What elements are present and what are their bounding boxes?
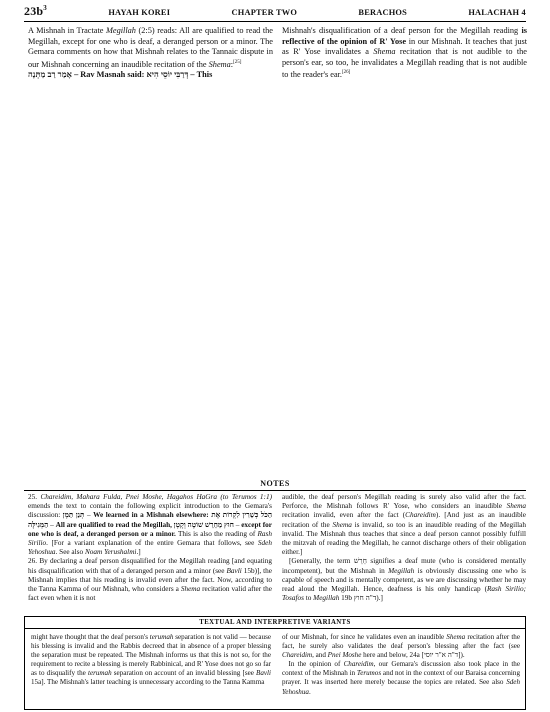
notes-left-column xyxy=(28,493,272,603)
variants-box xyxy=(24,616,526,710)
chapter-number: CHAPTER TWO xyxy=(231,8,298,17)
note-26-bracket: [Generally, the term חֵרֵשׁ signifies a deaf mute (who is considered mentally incompetent), but the Mishnah in Megillah is obviously discussing one who is capable of speech and is mentally competent, as we are discussing whether he may read aloud the Megillah. Hence, deafness is his only handicap (Rash Sirilio; Tosafos to Megillah 19b ד"ה חוץ).] xyxy=(282,557,527,603)
main-paragraph: Mishnah's disqualification of a deaf person for the Megillah reading is reflective of the opinion of R' Yose in our Mishnah. It teaches that just as R' Yose invalidates a Shema recitation that is not audible to the person's ear, so too, he invalidates a Megillah reading that is not audible to the reader's ear.[26] xyxy=(282,26,528,80)
variant-paragraph: might have thought that the deaf person's terumah separation is not valid — because his blessing is invalid and the Rabbis decreed that in absence of a proper blessing the separation must be repeated. The Mishnah informs us that this is not so, for the requirement to recite a blessing is merely Rabbinical, and R' Yose does not go so far as to disqualify the terumah separation on account of an invalid blessing [see Bavli 15a]. The Mishnah's latter teaching is unnecessary according to the Tanna Kamma xyxy=(31,633,271,687)
variants-left-column xyxy=(31,633,271,688)
note-25: 25. Chareidim, Mahara Fulda, Pnei Moshe, Hagahos HaGra (to Terumos 1:1) emends the text to contain the following explicit introduction to the Gemara's discussion: תְּנַן תַּמָּן – We learned in a Mishnah elsewhere: הַכֹּל כְּשֵׁרִין לִקְרוֹת אֶת הַמְּגִילָּה – All are qualified to read the Megillah, חוּץ מֵחֵרֵשׁ שׁוֹטֶה וְקָטָן – except for one who is deaf, a deranged person or a minor. This is also the reading of Rash Sirilio. [For a variant explanation of the entire Gemara that follows, see Sdeh Yehoshua. See also Noam Yerushalmi.] xyxy=(28,493,273,557)
notes-right-column xyxy=(282,493,526,603)
variant-paragraph: of our Mishnah, for since he validates even an inaudible Shema recitation after the fact, he surely also validates the deaf person's blessing after the fact (see Chareidim, and Pnei Moshe here and below, 24a [ד"ה א"ר יוסי]). xyxy=(282,633,520,660)
page-number: $23b^3$ xyxy=(24,4,47,18)
running-header xyxy=(24,4,526,20)
main-paragraph: A Mishnah in Tractate Megillah (2:5) reads: All are qualified to read the Megillah, except for one who is deaf, a deranged person or a minor. The Gemara comments on how that Mishnah relates to the Tannaic dispute in our Mishnah concerning an inaudible recitation of the Shema:[25] xyxy=(28,26,273,69)
main-text-right xyxy=(282,26,527,81)
variant-paragraph: In the opinion of Chareidim, our Gemara's discussion also took place in the context of the Mishnah in Terumos and not in the context of our Baraisa concerning prayer. It was inserted here merely because the topics are related. See also Sdeh Yehoshua. xyxy=(282,660,520,696)
chapter-name: HAYAH KOREI xyxy=(108,8,171,17)
footnote-ref-25[interactable]: [25] xyxy=(233,59,242,65)
variants-right-column xyxy=(282,633,520,697)
main-text-left xyxy=(28,26,273,81)
halachah-number: HALACHAH 4 xyxy=(468,8,526,17)
footnote-ref-26[interactable]: [26] xyxy=(342,70,351,76)
header-rule xyxy=(24,21,526,22)
variants-heading: TEXTUAL AND INTERPRETIVE VARIANTS xyxy=(25,617,525,629)
tractate-name: BERACHOS xyxy=(358,8,408,17)
notes-heading: NOTES xyxy=(24,479,526,491)
main-quote-line: אָמַר רַב מַתְּנָה – Rav Masnah said: דְּרַבִּי יוֹסֵי הִיא – This xyxy=(28,70,213,80)
note-26-continued: audible, the deaf person's Megillah reading is surely also valid after the fact. Perforce, the Mishnah follows R' Yose, who considers an inaudible Shema recitation invalid, even after the fact (Chareidim). [And just as an inaudible recitation of the Shema is invalid, so too is an inaudible reading of the Megillah invalid. The Mishnah thus teaches that since a deaf person cannot possibly fulfill the mitzvah of reading the Megillah, he cannot discharge others of their obligation either.] xyxy=(282,493,526,557)
note-26: 26. By declaring a deaf person disqualified for the Megillah reading [and equating his disqualification with that of a deranged person and a minor (see Bavli 15b)], the Mishnah implies that his reading is invalid even after the fact. Now, according to the Tanna Kamma of our Mishnah, who considers a Shema recitation valid after the fact even when it is not xyxy=(28,557,273,603)
